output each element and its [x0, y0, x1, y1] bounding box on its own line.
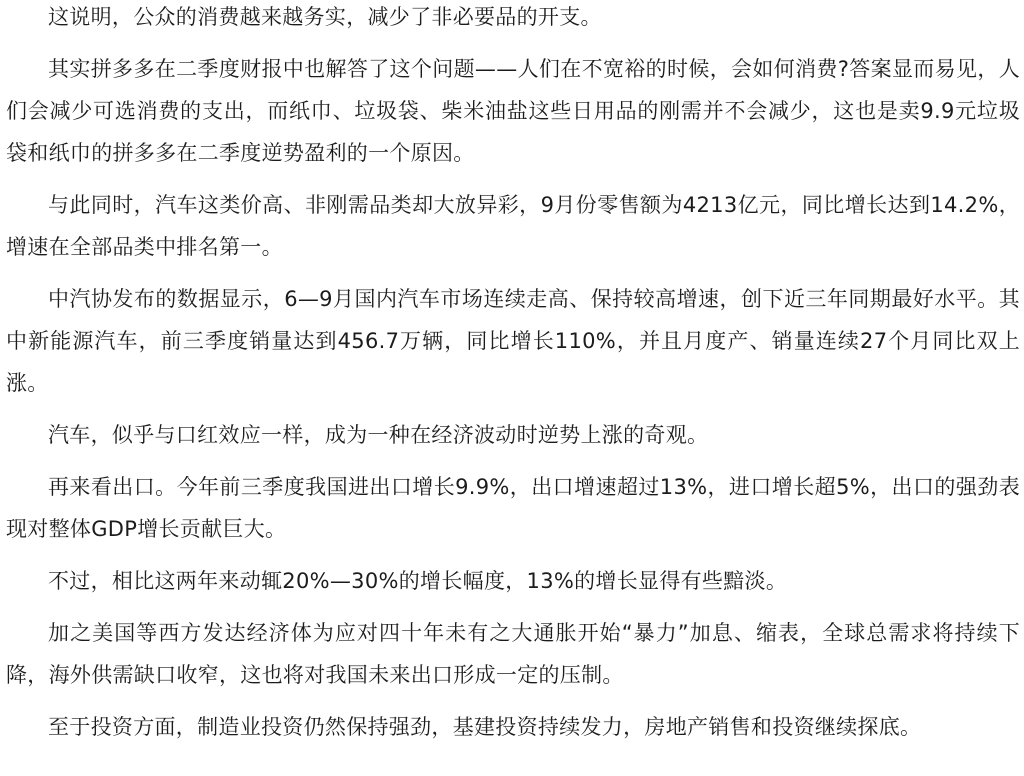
paragraph-caam-data: 中汽协发布的数据显示，6—9月国内汽车市场连续走高、保持较高增速，创下近三年同期最好水平。其中新能源汽车，前三季度销量达到456.7万辆，同比增长110%，并且月度产、销量连续27个月同比双上涨。 [6, 287, 1020, 395]
paragraph-auto-retail-sales: 与此同时，汽车这类价高、非刚需品类却大放异彩，9月份零售额为4213亿元，同比增长达到14.2%，增速在全部品类中排名第一。 [6, 193, 1020, 259]
paragraph-consumption-pragmatic: 这说明，公众的消费越来越务实，减少了非必要品的开支。 [48, 5, 602, 29]
paragraph-pinduoduo-earnings: 其实拼多多在二季度财报中也解答了这个问题——人们在不宽裕的时候，会如何消费?答案显而易见，人们会减少可选消费的支出，而纸巾、垃圾袋、柴米油盐这些日用品的刚需并不会减少，这也是卖9.9元垃圾袋和纸巾的拼多多在二季度逆势盈利的一个原因。 [6, 57, 1020, 165]
paragraph-global-demand: 加之美国等西方发达经济体为应对四十年未有之大通胀开始“暴力”加息、缩表，全球总需求将持续下降，海外供需缺口收窄，这也将对我国未来出口形成一定的压制。 [6, 621, 1020, 687]
article-body [6, 0, 1020, 758]
paragraph-investment: 至于投资方面，制造业投资仍然保持强劲，基建投资持续发力，房地产销售和投资继续探底。 [48, 715, 922, 739]
paragraph-exports: 再来看出口。今年前三季度我国进出口增长9.9%，出口增速超过13%，进口增长超5%，出口的强劲表现对整体GDP增长贡献巨大。 [6, 475, 1020, 541]
paragraph-growth-comparison: 不过，相比这两年来动辄20%—30%的增长幅度，13%的增长显得有些黯淡。 [48, 569, 788, 593]
paragraph-lipstick-effect: 汽车，似乎与口红效应一样，成为一种在经济波动时逆势上涨的奇观。 [48, 423, 709, 447]
